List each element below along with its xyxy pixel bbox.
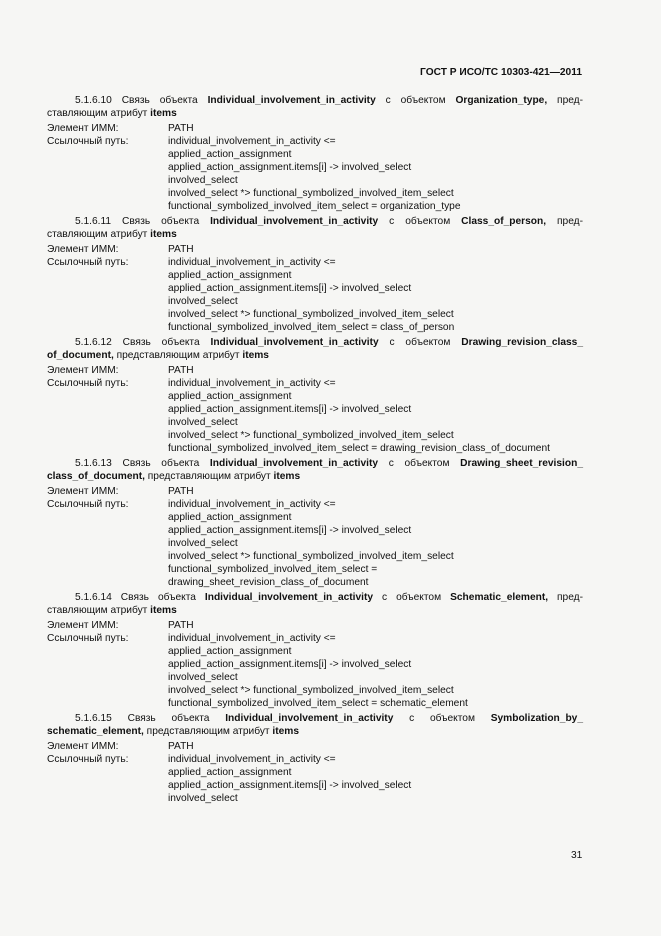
path-line: functional_symbolized_involved_item_select = drawing_revision_class_of_document — [168, 443, 550, 454]
path-row — [47, 753, 583, 805]
path-label: Ссылочный путь: — [47, 136, 129, 147]
element-label: Элемент ИММ: — [47, 620, 119, 631]
clause-heading — [47, 712, 583, 738]
element-label: Элемент ИММ: — [47, 741, 119, 752]
element-label: Элемент ИММ: — [47, 486, 119, 497]
path-line: involved_select — [168, 296, 238, 307]
path-line: applied_action_assignment — [168, 767, 292, 778]
entity-name: Individual_involvement_in_activity — [207, 95, 376, 106]
path-line: involved_select *> functional_symbolized_involved_item_select — [168, 188, 454, 199]
element-row — [47, 122, 583, 135]
path-label: Ссылочный путь: — [47, 257, 129, 268]
path-line: functional_symbolized_involved_item_select = organization_type — [168, 201, 461, 212]
path-lines — [168, 753, 583, 805]
document-body — [47, 94, 583, 807]
attribute-name: items — [150, 108, 177, 119]
element-row — [47, 485, 583, 498]
target-entity: Drawing_sheet_revision_ class_of_document, — [47, 458, 583, 482]
element-value: PATH — [168, 486, 194, 497]
clause-text: Связь объекта — [111, 713, 226, 724]
path-line: applied_action_assignment — [168, 149, 292, 160]
element-row — [47, 364, 583, 377]
target-entity: Drawing_revision_class_ of_document, — [47, 337, 583, 361]
clause-heading — [47, 457, 583, 483]
attribute-name: items — [150, 229, 177, 240]
path-row — [47, 256, 583, 334]
path-line: involved_select *> functional_symbolized_involved_item_select — [168, 430, 454, 441]
clause-heading — [47, 591, 583, 617]
entity-name: Individual_involvement_in_activity — [210, 337, 379, 348]
path-row — [47, 498, 583, 589]
target-entity: Symbolization_by_ schematic_element, — [47, 713, 583, 737]
clause-text: с объектом — [393, 713, 491, 724]
path-lines — [168, 498, 583, 589]
path-line: applied_action_assignment.items[i] -> involved_select — [168, 659, 412, 670]
path-lines — [168, 632, 583, 710]
attribute-name: items — [273, 471, 301, 482]
path-line: involved_select *> functional_symbolized_involved_item_select — [168, 551, 454, 562]
path-line: applied_action_assignment — [168, 270, 292, 281]
clause-text: пред-ставляющим атрибут — [47, 592, 584, 616]
attribute-name: items — [150, 605, 177, 616]
path-label: Ссылочный путь: — [47, 378, 129, 389]
target-entity: Organization_type, — [455, 95, 548, 106]
path-row — [47, 135, 583, 213]
element-value: PATH — [168, 123, 194, 134]
path-label: Ссылочный путь: — [47, 633, 129, 644]
page-number: 31 — [571, 850, 583, 861]
path-line: individual_involvement_in_activity <= — [168, 754, 336, 765]
clause-text: с объектом — [373, 592, 451, 603]
path-line: individual_involvement_in_activity <= — [168, 136, 336, 147]
clause-text: Связь объекта — [111, 458, 210, 469]
clause-number: 5.1.6.10 — [75, 95, 112, 106]
path-line: applied_action_assignment.items[i] -> involved_select — [168, 780, 412, 791]
clause-heading — [47, 336, 583, 362]
clause-section — [47, 215, 583, 334]
element-row — [47, 740, 583, 753]
path-line: individual_involvement_in_activity <= — [168, 257, 336, 268]
path-line: applied_action_assignment.items[i] -> involved_select — [168, 283, 412, 294]
clause-text: Связь объекта — [111, 95, 208, 106]
path-line: applied_action_assignment — [168, 646, 292, 657]
target-entity: Class_of_person, — [461, 216, 547, 227]
element-value: PATH — [168, 620, 194, 631]
path-lines — [168, 135, 583, 213]
element-value: PATH — [168, 244, 194, 255]
attribute-name: items — [242, 350, 269, 361]
clause-text: представляющим атрибут — [113, 350, 243, 361]
path-line: functional_symbolized_involved_item_select = class_of_person — [168, 322, 455, 333]
path-line: applied_action_assignment.items[i] -> involved_select — [168, 525, 412, 536]
attribute-name: items — [272, 726, 300, 737]
path-row — [47, 632, 583, 710]
path-line: applied_action_assignment — [168, 512, 292, 523]
path-row — [47, 377, 583, 455]
element-label: Элемент ИММ: — [47, 244, 119, 255]
entity-name: Individual_involvement_in_activity — [210, 216, 379, 227]
element-label: Элемент ИММ: — [47, 123, 119, 134]
entity-name: Individual_involvement_in_activity — [209, 458, 379, 469]
path-line: involved_select — [168, 417, 238, 428]
element-value: PATH — [168, 365, 194, 376]
path-line: involved_select *> functional_symbolized_involved_item_select — [168, 309, 454, 320]
path-line: individual_involvement_in_activity <= — [168, 499, 336, 510]
path-label: Ссылочный путь: — [47, 499, 129, 510]
clause-text: с объектом — [378, 337, 462, 348]
path-line: applied_action_assignment.items[i] -> involved_select — [168, 404, 412, 415]
target-entity: Schematic_element, — [450, 592, 549, 603]
clause-section — [47, 591, 583, 710]
clause-number: 5.1.6.12 — [75, 337, 112, 348]
path-line: individual_involvement_in_activity <= — [168, 633, 336, 644]
clause-number: 5.1.6.15 — [75, 713, 112, 724]
clause-section — [47, 712, 583, 805]
clause-number: 5.1.6.14 — [75, 592, 112, 603]
clause-number: 5.1.6.11 — [75, 216, 112, 227]
clause-text: с объектом — [378, 216, 462, 227]
clause-text: пред-ставляющим атрибут — [47, 95, 584, 119]
path-line: involved_select — [168, 538, 238, 549]
path-line: functional_symbolized_involved_item_select = schematic_element — [168, 698, 468, 709]
element-value: PATH — [168, 741, 194, 752]
clause-text: Связь объекта — [111, 216, 211, 227]
document-header: ГОСТ Р ИСО/ТС 10303-421—2011 — [420, 67, 582, 78]
entity-name: Individual_involvement_in_activity — [225, 713, 394, 724]
path-line: individual_involvement_in_activity <= — [168, 378, 336, 389]
path-label: Ссылочный путь: — [47, 754, 129, 765]
element-row — [47, 619, 583, 632]
clause-section — [47, 457, 583, 589]
path-line: involved_select — [168, 793, 238, 804]
clause-text: представляющим атрибут — [144, 471, 274, 482]
path-line: functional_symbolized_involved_item_select = — [168, 564, 378, 575]
entity-name: Individual_involvement_in_activity — [204, 592, 374, 603]
clause-section — [47, 94, 583, 213]
clause-text: Связь объекта — [111, 337, 211, 348]
clause-text: Связь объекта — [111, 592, 205, 603]
path-line: involved_select *> functional_symbolized_involved_item_select — [168, 685, 454, 696]
element-label: Элемент ИММ: — [47, 365, 119, 376]
path-line: applied_action_assignment — [168, 391, 292, 402]
clause-section — [47, 336, 583, 455]
clause-heading — [47, 215, 583, 241]
clause-text: представляющим атрибут — [143, 726, 273, 737]
path-lines — [168, 377, 583, 455]
path-line: involved_select — [168, 672, 238, 683]
clause-text: пред-ставляющим атрибут — [47, 216, 584, 240]
element-row — [47, 243, 583, 256]
path-line: involved_select — [168, 175, 238, 186]
path-line: drawing_sheet_revision_class_of_document — [168, 577, 369, 588]
clause-number: 5.1.6.13 — [75, 458, 112, 469]
clause-heading — [47, 94, 583, 120]
path-line: applied_action_assignment.items[i] -> involved_select — [168, 162, 412, 173]
clause-text: с объектом — [375, 95, 456, 106]
clause-text: с объектом — [378, 458, 461, 469]
path-lines — [168, 256, 583, 334]
